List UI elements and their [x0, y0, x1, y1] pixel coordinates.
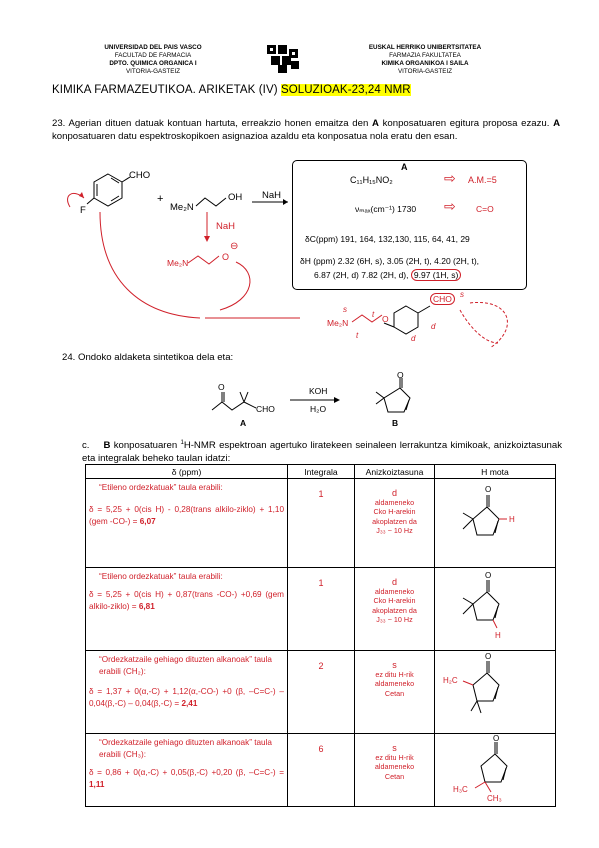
delta-cell — [86, 734, 288, 807]
h1-line2-a: 6.87 (2H, d) 7.82 (2H, d), — [314, 270, 409, 280]
row3-note1: aldameneko — [374, 679, 415, 689]
q23-text-c: konposatuaren datu espektroskopikoen asignazioa azaldu eta konposatua nola eratu den esan. — [52, 130, 458, 142]
row2-note3: J₃₃ ~ 10 Hz — [376, 614, 413, 624]
row3-h-label: H₂C — [443, 676, 458, 685]
starting-material-a — [212, 392, 256, 410]
sm-o: O — [218, 382, 225, 392]
table-row — [86, 651, 556, 734]
row3-result: 2,41 — [181, 699, 198, 708]
row4-heading: “Ordezkatzaile gehiago dituzten alkanoak” taula erabili (CH₃): — [99, 738, 272, 759]
col-delta: δ (ppm) — [86, 465, 288, 479]
header-left-line3: DPTO. QUIMICA ORGANICA I — [109, 60, 197, 67]
formula-arrow: ⇨ — [444, 170, 456, 186]
databox-c13: δC(ppm) 191, 164, 132,130, 115, 64, 41, 29 — [305, 234, 470, 244]
q23-reaction-scheme — [0, 160, 300, 345]
product-o: O — [382, 314, 389, 324]
table-header-row — [86, 465, 556, 479]
product-label-t2: t — [372, 310, 375, 319]
row3-mult: s — [392, 660, 397, 670]
ir-arrow: ⇨ — [444, 198, 456, 214]
row2-note1: Cko H-arekin — [373, 596, 416, 606]
part-c-letter: c. — [82, 440, 90, 452]
row1-note3: J₃₃ ~ 10 Hz — [376, 525, 413, 535]
row1-heading: “Etileno ordezkatuak” taula erabili: — [99, 483, 223, 492]
databox-formula: C₁₁H₁₅NO₂ — [350, 175, 393, 185]
row2-note0: aldameneko — [374, 587, 415, 597]
col-integral: Integrala — [288, 465, 355, 479]
row2-formula: δ = 5,25 + 0(cis H) + 0,87(trans -CO-) +0,69 (gem alkilo-ziklo) = — [89, 590, 284, 611]
multiplicity-cell — [355, 479, 435, 568]
integral-cell: 1 — [288, 568, 355, 651]
table-row — [86, 734, 556, 807]
reagent-nah: NaH — [262, 190, 282, 201]
row1-note2: akoplatzen da — [372, 516, 417, 526]
part-c-text: c. B konposatuaren $^1$H-NMR espektroan agertuko liratekeen seinaleen lerrakuntza kimikoak, anizkoiztasunak eta integralak beheko taulan idatzi: — [82, 440, 562, 464]
product-label-s1: s — [343, 305, 347, 314]
title-main: KIMIKA FARMAZEUTIKOA. ARIKETAK (IV) — [52, 84, 281, 96]
svg-text:O: O — [485, 485, 492, 494]
databox-h1-line2 — [314, 270, 461, 280]
table-row — [86, 479, 556, 568]
row2-mult: d — [391, 577, 397, 587]
delta-cell — [86, 479, 288, 568]
integral-cell: 6 — [288, 734, 355, 807]
row2-result: 6,81 — [138, 602, 155, 611]
reagent-h2o: H₂O — [310, 404, 327, 414]
sm-cho: CHO — [256, 404, 275, 414]
product-a-structure — [320, 288, 530, 358]
reactant1-f: F — [80, 205, 86, 216]
header-right-line2: FARMAZIA FAKULTATEA — [389, 52, 461, 59]
h-type-cell — [435, 734, 556, 807]
product-cho: CHO — [430, 293, 455, 305]
plus-sign: + — [157, 193, 164, 205]
q24-reaction-scheme — [190, 370, 420, 430]
integral-cell: 2 — [288, 651, 355, 734]
h-type-cell — [435, 479, 556, 568]
reactant2-oh: OH — [228, 192, 243, 203]
row4-mult: s — [392, 743, 397, 753]
part-c-text-a: konposatuaren — [110, 440, 181, 452]
row2-structure — [435, 568, 555, 648]
row1-note0: aldameneko — [374, 498, 415, 508]
delta-cell — [86, 651, 288, 734]
q23-bold-b: A — [553, 118, 560, 129]
row4-note0: ez ditu H-rik — [375, 753, 414, 763]
col-multiplicity: Anizkoiztasuna — [355, 465, 435, 479]
multiplicity-cell — [355, 734, 435, 807]
row4-result: 1,11 — [89, 780, 105, 789]
databox-ir: νₘₐₓ(cm⁻¹) 1730 — [355, 204, 417, 214]
delta-cell — [86, 568, 288, 651]
prod-o: O — [397, 370, 404, 380]
reagent-koh: KOH — [309, 386, 328, 396]
product-label-d2: d — [431, 322, 436, 331]
row2-note2: akoplatzen da — [372, 605, 417, 615]
databox-h1-line1: δH (ppm) 2.32 (6H, s), 3.05 (2H, t), 4.20 (2H, t), — [300, 256, 480, 266]
q23-bold-a: A — [372, 118, 379, 129]
databox-label: A — [401, 162, 408, 172]
row3-structure — [435, 651, 555, 731]
title-highlight: SOLUZIOAK-23,24 NMR — [280, 84, 411, 96]
databox-formula-result: A.M.=5 — [468, 175, 497, 185]
header-right-line1: EUSKAL HERRIKO UNIBERTSITATEA — [368, 44, 482, 51]
row1-result: 6,07 — [139, 517, 156, 526]
databox-ir-result: C=O — [476, 204, 494, 214]
page-title — [52, 84, 411, 96]
part-c-text-b: H-NMR espektroan agertuko liratekeen seinaleen lerrakuntza kimikoak, anizkoiztasunak eta integralak beheko taulan idatzi: — [82, 440, 562, 464]
h-type-cell — [435, 651, 556, 734]
multiplicity-cell — [355, 568, 435, 651]
h-type-cell — [435, 568, 556, 651]
label-b: B — [392, 418, 399, 428]
h1-circled-aldehyde: 9.97 (1H, s) — [411, 269, 461, 281]
alkoxide-charge: ⊖ — [230, 241, 239, 252]
row4-note1: aldameneko — [374, 762, 415, 772]
fluorobenzaldehyde-ring — [87, 174, 130, 206]
header-right — [340, 44, 510, 76]
row1-formula: δ = 5,25 + 0(cis H) - 0,28(trans alkilo-ziklo) + 1,10 (gem -CO-) = — [89, 505, 284, 526]
university-logo — [265, 43, 303, 75]
col-h-type: H mota — [435, 465, 556, 479]
row4-formula: δ = 0,86 + 0(α,-C) + 0,05(β,-C) +0,20 (β, –C=C-) = — [89, 768, 284, 777]
question-24-intro: 24. Ondoko aldaketa sintetikoa dela eta: — [62, 352, 234, 363]
label-a: A — [240, 418, 247, 428]
integral-cell: 1 — [288, 479, 355, 568]
header-left-line4: VITORIA-GASTEIZ — [125, 68, 181, 75]
row4-h-label-b: CH₃ — [487, 794, 502, 803]
reactant2-nme2: Me₂N — [170, 202, 194, 213]
row4-structure — [435, 734, 555, 804]
question-23-text — [52, 118, 560, 143]
row3-note2: Cetan — [384, 688, 405, 698]
svg-text:O: O — [485, 652, 492, 661]
reactant1-cho: CHO — [129, 170, 151, 181]
product-label-s2: s — [460, 290, 464, 299]
row3-heading: “Ordezkatzaile gehiago dituzten alkanoak” taula erabili (CH₂): — [99, 655, 272, 676]
dimethylaminoethanol — [196, 198, 226, 206]
header-right-line4: VITORIA-GASTEIZ — [397, 68, 453, 75]
row1-note1: Cko H-arekin — [373, 507, 416, 517]
row4-note2: Cetan — [384, 771, 405, 781]
q23-text-b: konposatuaren egitura proposa ezazu. — [378, 118, 554, 129]
row1-h-label: H — [509, 515, 515, 524]
header-right-line3: KIMIKA ORGANIKOA I SAILA — [381, 60, 469, 67]
svg-text:O: O — [493, 734, 500, 743]
multiplicity-cell — [355, 651, 435, 734]
row3-formula: δ = 1,37 + 0(α,-C) + 1,12(α,-CO-) +0 (β, –C=C-) – 0,04(β,-C) – 0,04(β,-C) = — [89, 687, 284, 708]
row1-mult: d — [391, 488, 397, 498]
row1-structure — [435, 479, 555, 565]
svg-text:O: O — [485, 571, 492, 580]
product-b — [376, 378, 410, 412]
row3-note0: ez ditu H-rik — [375, 670, 414, 680]
nmr-table — [85, 464, 556, 807]
alkoxide-o: O — [222, 252, 230, 262]
part-c-bold: B — [103, 440, 111, 452]
row2-heading: “Etileno ordezkatuak” taula erabili: — [99, 572, 223, 581]
header-left-line1: UNIVERSIDAD DEL PAIS VASCO — [104, 44, 202, 51]
row2-h-label: H — [495, 631, 501, 640]
q23-text-a: 23. Agerian dituen datuak kontuan hartuta, erreakzio honen emaitza den — [52, 118, 372, 129]
alkoxide-nme2: Me₂N — [167, 258, 189, 268]
table-row — [86, 568, 556, 651]
product-label-d1: d — [411, 334, 416, 343]
reagent-nah-down: NaH — [216, 221, 236, 232]
product-nme2: Me₂N — [327, 318, 349, 328]
header-left — [78, 44, 228, 76]
product-label-t1: t — [356, 331, 359, 340]
row4-h-label-a: H₃C — [453, 785, 468, 794]
header-left-line2: FACULTAD DE FARMACIA — [114, 52, 192, 59]
